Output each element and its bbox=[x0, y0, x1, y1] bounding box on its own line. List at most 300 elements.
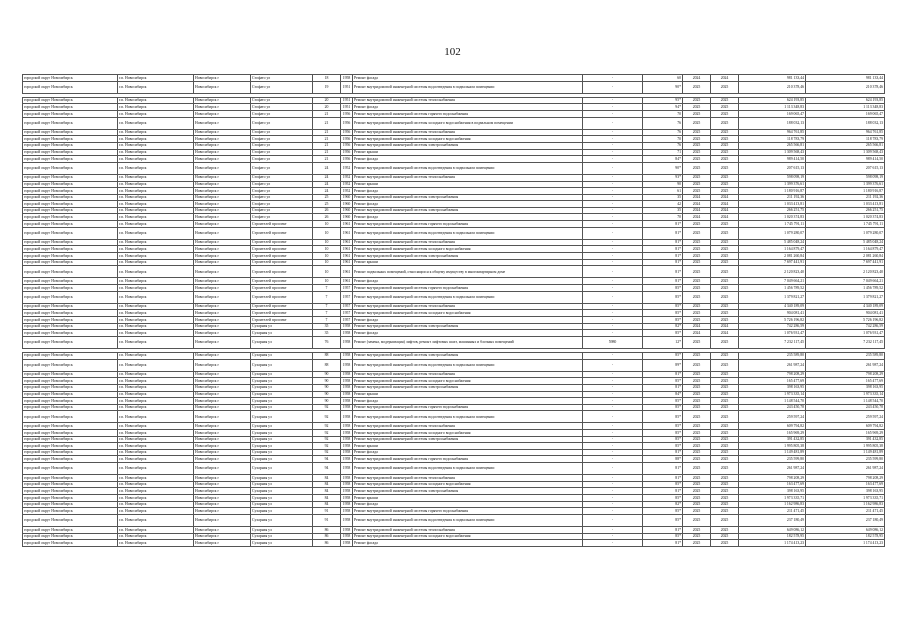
street-cell: Стофато ул bbox=[251, 136, 313, 143]
wear-percent-cell: 85* bbox=[643, 430, 683, 437]
table-row bbox=[23, 430, 885, 437]
wear-percent-cell: 35 bbox=[643, 207, 683, 214]
total-cost-cell: 649 086,12 bbox=[806, 526, 885, 533]
table-row bbox=[23, 436, 885, 443]
build-year-cell: 1957 bbox=[341, 316, 353, 323]
plan-start-year-cell: 2025 bbox=[683, 508, 711, 515]
total-cost-cell: 207 615,13 bbox=[806, 162, 885, 174]
settlement-cell: г.п. Новосибирск bbox=[118, 378, 194, 385]
cost-cell: 207 615,13 bbox=[739, 162, 806, 174]
build-year-cell: 1958 bbox=[341, 423, 353, 430]
cost-cell: 261 987,24 bbox=[739, 463, 806, 475]
municipality-cell: городской округ Новосибирск bbox=[23, 391, 118, 398]
total-cost-cell: 624 193,85 bbox=[806, 97, 885, 104]
plan-start-year-cell: 2025 bbox=[683, 188, 711, 195]
lift-count-cell: - bbox=[583, 156, 643, 163]
plan-end-year-cell: 2024 bbox=[711, 330, 739, 337]
lift-count-cell: - bbox=[583, 201, 643, 208]
build-year-cell: 1958 bbox=[341, 533, 353, 540]
plan-start-year-cell: 2024 bbox=[683, 75, 711, 82]
build-year-cell: 1958 bbox=[341, 378, 353, 385]
municipality-cell: городской округ Новосибирск bbox=[23, 449, 118, 456]
wear-percent-cell: 81* bbox=[643, 278, 683, 285]
build-year-cell: 1956 bbox=[341, 117, 353, 129]
settlement-cell: г.п. Новосибирск bbox=[118, 316, 194, 323]
plan-end-year-cell: 2025 bbox=[711, 495, 739, 502]
wear-percent-cell: 90* bbox=[643, 162, 683, 174]
plan-end-year-cell: 2025 bbox=[711, 316, 739, 323]
settlement-cell: г.п. Новосибирск bbox=[118, 323, 194, 330]
locality-cell: Новосибирск г bbox=[194, 156, 251, 163]
work-type-cell: Ремонт фасада bbox=[353, 156, 583, 163]
house-number-cell: 86 bbox=[313, 526, 341, 533]
table-row bbox=[23, 110, 885, 117]
wear-percent-cell: 85* bbox=[643, 378, 683, 385]
table-row bbox=[23, 259, 885, 266]
total-cost-cell: 7 232 117,45 bbox=[806, 336, 885, 348]
street-cell: Строителей проспект bbox=[251, 285, 313, 292]
municipality-cell: городской округ Новосибирск bbox=[23, 540, 118, 547]
plan-end-year-cell: 2025 bbox=[711, 110, 739, 117]
table-row bbox=[23, 481, 885, 488]
total-cost-cell: 1 076 931,47 bbox=[806, 330, 885, 337]
plan-end-year-cell: 2025 bbox=[711, 436, 739, 443]
cost-cell: 188 032,13 bbox=[739, 117, 806, 129]
plan-end-year-cell: 2025 bbox=[711, 384, 739, 391]
work-type-cell: Ремонт подвальных помещений, относящихся к общему имуществу в многоквартирном доме bbox=[353, 266, 583, 278]
wear-percent-cell: 76 bbox=[643, 129, 683, 136]
cost-cell: 1 456 789,52 bbox=[739, 285, 806, 292]
street-cell: Сухарная ул bbox=[251, 456, 313, 463]
build-year-cell: 1958 bbox=[341, 488, 353, 495]
wear-percent-cell: 81* bbox=[643, 371, 683, 378]
plan-start-year-cell: 2025 bbox=[683, 533, 711, 540]
work-type-cell: Ремонт внутридомовой инженерной системы электроснабжения bbox=[353, 488, 583, 495]
plan-end-year-cell: 2025 bbox=[711, 533, 739, 540]
settlement-cell: г.п. Новосибирск bbox=[118, 310, 194, 317]
house-number-cell: 24 bbox=[313, 162, 341, 174]
build-year-cell: 1958 bbox=[341, 391, 353, 398]
settlement-cell: г.п. Новосибирск bbox=[118, 488, 194, 495]
plan-start-year-cell: 2025 bbox=[683, 526, 711, 533]
locality-cell: Новосибирск г bbox=[194, 526, 251, 533]
street-cell: Сухарная ул bbox=[251, 533, 313, 540]
street-cell: Сухарная ул bbox=[251, 508, 313, 515]
locality-cell: Новосибирск г bbox=[194, 239, 251, 246]
locality-cell: Новосибирск г bbox=[194, 214, 251, 221]
plan-start-year-cell: 2025 bbox=[683, 266, 711, 278]
cost-cell: 4 340 189,09 bbox=[739, 303, 806, 310]
build-year-cell: 1957 bbox=[341, 285, 353, 292]
table-row bbox=[23, 323, 885, 330]
settlement-cell: г.п. Новосибирск bbox=[118, 303, 194, 310]
street-cell: Строителей проспект bbox=[251, 221, 313, 228]
plan-start-year-cell: 2025 bbox=[683, 291, 711, 303]
lift-count-cell: - bbox=[583, 162, 643, 174]
locality-cell: Новосибирск г bbox=[194, 463, 251, 475]
work-type-cell: Ремонт фасада bbox=[353, 316, 583, 323]
settlement-cell: г.п. Новосибирск bbox=[118, 149, 194, 156]
total-cost-cell: 210 378,46 bbox=[806, 81, 885, 93]
plan-end-year-cell: 2025 bbox=[711, 423, 739, 430]
table-row bbox=[23, 371, 885, 378]
house-number-cell: 92 bbox=[313, 449, 341, 456]
wear-percent-cell: 85* bbox=[643, 481, 683, 488]
build-year-cell: 1958 bbox=[341, 436, 353, 443]
lift-count-cell: - bbox=[583, 501, 643, 508]
plan-start-year-cell: 2025 bbox=[683, 117, 711, 129]
build-year-cell: 1957 bbox=[341, 303, 353, 310]
table-row bbox=[23, 526, 885, 533]
wear-percent-cell: 81* bbox=[643, 488, 683, 495]
plan-start-year-cell: 2025 bbox=[683, 239, 711, 246]
wear-percent-cell: 81* bbox=[643, 266, 683, 278]
locality-cell: Новосибирск г bbox=[194, 475, 251, 482]
cost-cell: 609 794,82 bbox=[739, 423, 806, 430]
wear-percent-cell: 82* bbox=[643, 323, 683, 330]
build-year-cell: 1961 bbox=[341, 278, 353, 285]
municipality-cell: городской округ Новосибирск bbox=[23, 316, 118, 323]
settlement-cell: г.п. Новосибирск bbox=[118, 443, 194, 450]
total-cost-cell: 742 286,59 bbox=[806, 323, 885, 330]
street-cell: Стофато ул bbox=[251, 142, 313, 149]
cost-cell: 237 180,49 bbox=[739, 514, 806, 526]
house-number-cell: 88 bbox=[313, 359, 341, 371]
plan-end-year-cell: 2024 bbox=[711, 214, 739, 221]
total-cost-cell: 1 399 376,61 bbox=[806, 181, 885, 188]
lift-count-cell: - bbox=[583, 136, 643, 143]
work-type-cell: Ремонт крыши bbox=[353, 181, 583, 188]
locality-cell: Новосибирск г bbox=[194, 495, 251, 502]
lift-count-cell: - bbox=[583, 475, 643, 482]
locality-cell: Новосибирск г bbox=[194, 336, 251, 348]
municipality-cell: городской округ Новосибирск bbox=[23, 201, 118, 208]
build-year-cell: 1958 bbox=[341, 411, 353, 423]
total-cost-cell: 118 783,79 bbox=[806, 136, 885, 143]
locality-cell: Новосибирск г bbox=[194, 384, 251, 391]
wear-percent-cell: 42 bbox=[643, 201, 683, 208]
wear-percent-cell: 76 bbox=[643, 142, 683, 149]
plan-end-year-cell: 2025 bbox=[711, 463, 739, 475]
work-type-cell: Ремонт крыши bbox=[353, 259, 583, 266]
lift-count-cell: - bbox=[583, 207, 643, 214]
cost-cell: 1 309 568,43 bbox=[739, 149, 806, 156]
house-number-cell: 92 bbox=[313, 443, 341, 450]
settlement-cell: г.п. Новосибирск bbox=[118, 508, 194, 515]
build-year-cell: 1957 bbox=[341, 310, 353, 317]
locality-cell: Новосибирск г bbox=[194, 310, 251, 317]
total-cost-cell: 1 164 879,47 bbox=[806, 246, 885, 253]
table-row bbox=[23, 391, 885, 398]
street-cell: Сухарная ул bbox=[251, 378, 313, 385]
plan-start-year-cell: 2025 bbox=[683, 81, 711, 93]
street-cell: Стофато ул bbox=[251, 214, 313, 221]
plan-start-year-cell: 2025 bbox=[683, 359, 711, 371]
municipality-cell: городской округ Новосибирск bbox=[23, 149, 118, 156]
wear-percent-cell: 85* bbox=[643, 443, 683, 450]
municipality-cell: городской округ Новосибирск bbox=[23, 495, 118, 502]
locality-cell: Новосибирск г bbox=[194, 404, 251, 411]
work-type-cell: Ремонт фасада bbox=[353, 188, 583, 195]
table-row bbox=[23, 303, 885, 310]
municipality-cell: городской округ Новосибирск bbox=[23, 75, 118, 82]
lift-count-cell: - bbox=[583, 129, 643, 136]
total-cost-cell: 1 973 335,71 bbox=[806, 495, 885, 502]
lift-count-cell: - bbox=[583, 259, 643, 266]
settlement-cell: г.п. Новосибирск bbox=[118, 207, 194, 214]
build-year-cell: 1960 bbox=[341, 201, 353, 208]
plan-end-year-cell: 2025 bbox=[711, 278, 739, 285]
work-type-cell: Ремонт внутридомовой инженерной системы холодного водоснабжения bbox=[353, 246, 583, 253]
locality-cell: Новосибирск г bbox=[194, 303, 251, 310]
wear-percent-cell: 85* bbox=[643, 291, 683, 303]
street-cell: Сухарная ул bbox=[251, 436, 313, 443]
wear-percent-cell: 81* bbox=[643, 246, 683, 253]
municipality-cell: городской округ Новосибирск bbox=[23, 336, 118, 348]
work-type-cell: Ремонт внутридомовой инженерной системы водоотведения в подвальном помещении bbox=[353, 359, 583, 371]
settlement-cell: г.п. Новосибирск bbox=[118, 246, 194, 253]
table-row bbox=[23, 201, 885, 208]
house-number-cell: 20 bbox=[313, 104, 341, 111]
plan-end-year-cell: 2025 bbox=[711, 259, 739, 266]
plan-end-year-cell: 2025 bbox=[711, 378, 739, 385]
plan-end-year-cell: 2025 bbox=[711, 514, 739, 526]
build-year-cell: 1958 bbox=[341, 449, 353, 456]
plan-end-year-cell: 2025 bbox=[711, 359, 739, 371]
plan-start-year-cell: 2025 bbox=[683, 514, 711, 526]
locality-cell: Новосибирск г bbox=[194, 110, 251, 117]
lift-count-cell: - bbox=[583, 526, 643, 533]
build-year-cell: 1958 bbox=[341, 384, 353, 391]
work-type-cell: Ремонт внутридомовой инженерной системы холодного водоснабжения bbox=[353, 481, 583, 488]
lift-count-cell: - bbox=[583, 110, 643, 117]
lift-count-cell: - bbox=[583, 398, 643, 405]
municipality-cell: городской округ Новосибирск bbox=[23, 430, 118, 437]
wear-percent-cell: 85* bbox=[643, 508, 683, 515]
work-type-cell: Ремонт внутридомовой инженерной системы холодного водоснабжения bbox=[353, 136, 583, 143]
street-cell: Строителей проспект bbox=[251, 303, 313, 310]
plan-end-year-cell: 2025 bbox=[711, 142, 739, 149]
lift-count-cell: - bbox=[583, 81, 643, 93]
settlement-cell: г.п. Новосибирск bbox=[118, 411, 194, 423]
house-number-cell: 19 bbox=[313, 81, 341, 93]
plan-end-year-cell: 2025 bbox=[711, 488, 739, 495]
house-number-cell: 88 bbox=[313, 352, 341, 359]
work-type-cell: Ремонт внутридомовой инженерной системы водоотведения в подвальном помещении bbox=[353, 291, 583, 303]
plan-start-year-cell: 2025 bbox=[683, 162, 711, 174]
municipality-cell: городской округ Новосибирск bbox=[23, 501, 118, 508]
table-row bbox=[23, 336, 885, 348]
wear-percent-cell: 12* bbox=[643, 336, 683, 348]
plan-end-year-cell: 2025 bbox=[711, 526, 739, 533]
table-row bbox=[23, 404, 885, 411]
lift-count-cell: - bbox=[583, 278, 643, 285]
cost-cell: 598 098,19 bbox=[739, 174, 806, 181]
plan-start-year-cell: 2025 bbox=[683, 352, 711, 359]
plan-start-year-cell: 2025 bbox=[683, 540, 711, 547]
build-year-cell: 1961 bbox=[341, 266, 353, 278]
lift-count-cell: - bbox=[583, 291, 643, 303]
plan-start-year-cell: 2025 bbox=[683, 97, 711, 104]
total-cost-cell: 259 597,24 bbox=[806, 411, 885, 423]
work-type-cell: Ремонт внутридомовой инженерной системы теплоснабжения bbox=[353, 303, 583, 310]
lift-count-cell: - bbox=[583, 391, 643, 398]
table-row bbox=[23, 463, 885, 475]
house-number-cell: 90 bbox=[313, 371, 341, 378]
locality-cell: Новосибирск г bbox=[194, 443, 251, 450]
total-cost-cell: 235 589,80 bbox=[806, 352, 885, 359]
table-row bbox=[23, 533, 885, 540]
table-row bbox=[23, 117, 885, 129]
lift-count-cell: - bbox=[583, 359, 643, 371]
total-cost-cell: 598 098,19 bbox=[806, 174, 885, 181]
work-type-cell: Ремонт внутридомовой инженерной системы горячего водоснабжения bbox=[353, 456, 583, 463]
total-cost-cell: 169 065,47 bbox=[806, 110, 885, 117]
house-number-cell: 7 bbox=[313, 303, 341, 310]
table-row bbox=[23, 221, 885, 228]
house-number-cell: 10 bbox=[313, 278, 341, 285]
settlement-cell: г.п. Новосибирск bbox=[118, 398, 194, 405]
locality-cell: Новосибирск г bbox=[194, 253, 251, 260]
page-number: 102 bbox=[444, 46, 461, 58]
settlement-cell: г.п. Новосибирск bbox=[118, 436, 194, 443]
total-cost-cell: 7 049 664,21 bbox=[806, 278, 885, 285]
street-cell: Стофато ул bbox=[251, 104, 313, 111]
wear-percent-cell: 81* bbox=[643, 384, 683, 391]
locality-cell: Новосибирск г bbox=[194, 181, 251, 188]
municipality-cell: городской округ Новосибирск bbox=[23, 423, 118, 430]
lift-count-cell: - bbox=[583, 430, 643, 437]
total-cost-cell: 5 485 048,24 bbox=[806, 239, 885, 246]
plan-start-year-cell: 2025 bbox=[683, 391, 711, 398]
municipality-cell: городской округ Новосибирск bbox=[23, 481, 118, 488]
total-cost-cell: 4 340 189,09 bbox=[806, 303, 885, 310]
work-type-cell: Ремонт внутридомовой инженерной системы горячего водоснабжения bbox=[353, 221, 583, 228]
settlement-cell: г.п. Новосибирск bbox=[118, 117, 194, 129]
plan-start-year-cell: 2025 bbox=[683, 310, 711, 317]
lift-count-cell: - bbox=[583, 227, 643, 239]
municipality-cell: городской округ Новосибирск bbox=[23, 371, 118, 378]
build-year-cell: 1958 bbox=[341, 456, 353, 463]
locality-cell: Новосибирск г bbox=[194, 201, 251, 208]
work-type-cell: Ремонт фасада bbox=[353, 214, 583, 221]
settlement-cell: г.п. Новосибирск bbox=[118, 174, 194, 181]
municipality-cell: городской округ Новосибирск bbox=[23, 181, 118, 188]
municipality-cell: городской округ Новосибирск bbox=[23, 207, 118, 214]
build-year-cell: 1952 bbox=[341, 181, 353, 188]
street-cell: Сухарная ул bbox=[251, 430, 313, 437]
build-year-cell: 1958 bbox=[341, 430, 353, 437]
house-number-cell: 84 bbox=[313, 488, 341, 495]
cost-cell: 398 163,95 bbox=[739, 384, 806, 391]
municipality-cell: городской округ Новосибирск bbox=[23, 330, 118, 337]
table-row bbox=[23, 330, 885, 337]
build-year-cell: 1957 bbox=[341, 291, 353, 303]
house-number-cell: 94 bbox=[313, 463, 341, 475]
build-year-cell: 1958 bbox=[341, 481, 353, 488]
table-row bbox=[23, 246, 885, 253]
plan-start-year-cell: 2025 bbox=[683, 423, 711, 430]
total-cost-cell: 1 148 544,70 bbox=[806, 398, 885, 405]
cost-cell: 5 485 048,24 bbox=[739, 239, 806, 246]
build-year-cell: 1960 bbox=[341, 207, 353, 214]
plan-end-year-cell: 2025 bbox=[711, 149, 739, 156]
locality-cell: Новосибирск г bbox=[194, 162, 251, 174]
wear-percent-cell: 81* bbox=[643, 540, 683, 547]
plan-start-year-cell: 2025 bbox=[683, 488, 711, 495]
municipality-cell: городской округ Новосибирск bbox=[23, 378, 118, 385]
house-number-cell: 25 bbox=[313, 194, 341, 201]
lift-count-cell: - bbox=[583, 481, 643, 488]
work-type-cell: Ремонт внутридомовой инженерной системы горячего водоснабжения bbox=[353, 285, 583, 292]
plan-end-year-cell: 2025 bbox=[711, 188, 739, 195]
lift-count-cell: - bbox=[583, 404, 643, 411]
street-cell: Сухарная ул bbox=[251, 336, 313, 348]
house-number-cell: 90 bbox=[313, 398, 341, 405]
house-number-cell: 91 bbox=[313, 514, 341, 526]
street-cell: Сухарная ул bbox=[251, 423, 313, 430]
cost-cell: 169 065,47 bbox=[739, 110, 806, 117]
work-type-cell: Ремонт крыши bbox=[353, 391, 583, 398]
settlement-cell: г.п. Новосибирск bbox=[118, 391, 194, 398]
house-number-cell: 90 bbox=[313, 378, 341, 385]
house-number-cell: 35 bbox=[313, 330, 341, 337]
table-row bbox=[23, 81, 885, 93]
plan-start-year-cell: 2025 bbox=[683, 253, 711, 260]
settlement-cell: г.п. Новосибирск bbox=[118, 221, 194, 228]
work-type-cell: Ремонт фасада bbox=[353, 201, 583, 208]
locality-cell: Новосибирск г bbox=[194, 316, 251, 323]
work-type-cell: Ремонт внутридомовой инженерной системы теплоснабжения bbox=[353, 423, 583, 430]
municipality-cell: городской округ Новосибирск bbox=[23, 303, 118, 310]
build-year-cell: 1960 bbox=[341, 194, 353, 201]
municipality-cell: городской округ Новосибирск bbox=[23, 142, 118, 149]
plan-start-year-cell: 2025 bbox=[683, 404, 711, 411]
cost-cell: 1 149 481,89 bbox=[739, 449, 806, 456]
wear-percent-cell: 35 bbox=[643, 194, 683, 201]
total-cost-cell: 1 162 986,83 bbox=[806, 501, 885, 508]
total-cost-cell: 391 432,85 bbox=[806, 436, 885, 443]
street-cell: Строителей проспект bbox=[251, 239, 313, 246]
cost-cell: 1 379 821,27 bbox=[739, 291, 806, 303]
house-number-cell: 35 bbox=[313, 323, 341, 330]
street-cell: Строителей проспект bbox=[251, 227, 313, 239]
locality-cell: Новосибирск г bbox=[194, 501, 251, 508]
wear-percent-cell: 81* bbox=[643, 227, 683, 239]
work-type-cell: Ремонт крыши bbox=[353, 149, 583, 156]
locality-cell: Новосибирск г bbox=[194, 398, 251, 405]
works-table-body bbox=[23, 75, 885, 547]
street-cell: Строителей проспект bbox=[251, 246, 313, 253]
locality-cell: Новосибирск г bbox=[194, 481, 251, 488]
locality-cell: Новосибирск г bbox=[194, 540, 251, 547]
locality-cell: Новосибирск г bbox=[194, 188, 251, 195]
plan-end-year-cell: 2025 bbox=[711, 481, 739, 488]
plan-end-year-cell: 2025 bbox=[711, 104, 739, 111]
settlement-cell: г.п. Новосибирск bbox=[118, 285, 194, 292]
work-type-cell: Ремонт внутридомовой инженерной системы электроснабжения bbox=[353, 142, 583, 149]
wear-percent-cell: 81* bbox=[643, 221, 683, 228]
table-row bbox=[23, 156, 885, 163]
municipality-cell: городской округ Новосибирск bbox=[23, 359, 118, 371]
plan-end-year-cell: 2025 bbox=[711, 456, 739, 463]
lift-count-cell: - bbox=[583, 323, 643, 330]
table-row bbox=[23, 501, 885, 508]
total-cost-cell: 261 987,24 bbox=[806, 359, 885, 371]
municipality-cell: городской округ Новосибирск bbox=[23, 310, 118, 317]
table-row bbox=[23, 194, 885, 201]
cost-cell: 165 477,69 bbox=[739, 378, 806, 385]
